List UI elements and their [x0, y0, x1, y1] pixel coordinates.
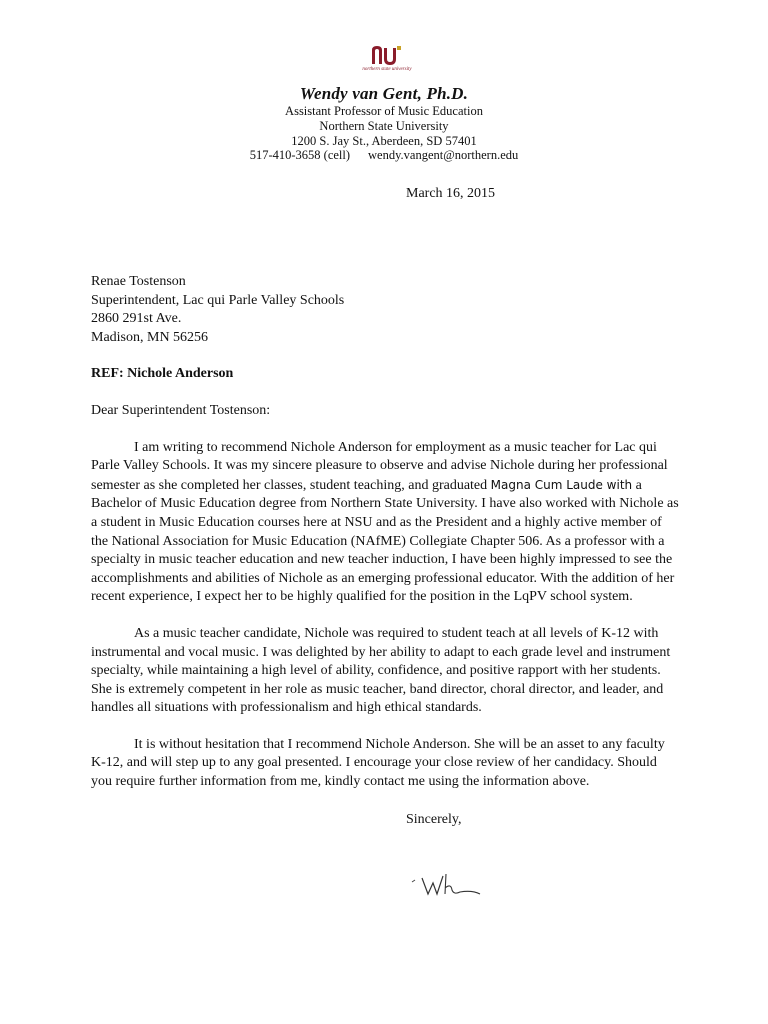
- paragraph-2: As a music teacher candidate, Nichole was required to student teach at all levels of K-12 with instrumental and vocal music. I was delighted by her ability to adapt to each grade level and instrument specialty, while maintaining a high level of ability, confidence, and positive rapport with her students. She is extremely competent in her role as music teacher, band director, choral director, and leader, and handles all situations with professionalism and high ethical standards.: [91, 625, 671, 716]
- author-contact: [0, 148, 768, 163]
- author-institution: Northern State University: [319, 118, 449, 133]
- letterhead: [0, 84, 768, 163]
- signature: [408, 868, 498, 904]
- author-title: Assistant Professor of Music Education: [285, 104, 483, 118]
- logo-caption: northern state university: [362, 67, 412, 72]
- university-logo: [346, 44, 428, 82]
- paragraph-1: [91, 439, 681, 607]
- author-phone: 517-410-3658 (cell): [249, 148, 351, 163]
- paragraph-1-start: I am writing to recommend Nichole Anderson for employment as a music teacher for Lac qui Parle Valley Schools. It was my sincere pleasure to observe and advise Nichole during her professional semester as she completed her classes, student teaching, and graduated: [91, 439, 668, 493]
- author-name: Wendy van Gent, Ph.D.: [299, 84, 469, 103]
- author-address: 1200 S. Jay St., Aberdeen, SD 57401: [291, 133, 477, 148]
- letter-date: March 16, 2015: [406, 186, 496, 201]
- closing: Sincerely,: [406, 812, 462, 827]
- recipient-city: Madison, MN 56256: [91, 329, 209, 345]
- recipient-address: [91, 273, 681, 347]
- recipient-street: 2860 291st Ave.: [91, 311, 182, 327]
- author-email: wendy.vangent@northern.edu: [368, 148, 519, 163]
- paragraph-3: It is without hesitation that I recommend Nichole Anderson. She will be an asset to any faculty K-12, and will step up to any goal presented. I encourage your close review of her candidacy. Should you require further information from me, kindly contact me using the information above.: [91, 736, 665, 790]
- recipient-name: Renae Tostenson: [91, 274, 186, 289]
- university-logo-mark: [370, 44, 404, 66]
- salutation: Dear Superintendent Tostenson:: [91, 402, 271, 418]
- letter-body: [91, 273, 681, 792]
- recipient-title: Superintendent, Lac qui Parle Valley Schools: [91, 292, 345, 308]
- paragraph-1-honor: Magna Cum Laude with: [490, 477, 633, 492]
- reference-line: REF: Nichole Anderson: [91, 366, 234, 382]
- paragraph-1-end: a Bachelor of Music Education degree from Northern State University. I have also worked with Nichole as a student in Music Education courses here at NSU and as the President and a highly active member of the National Association for Music Education (NAfME) Collegiate Chapter 506. As a professor with a specialty in music teacher education and new teacher induction, I have been highly impressed to see the accomplishments and abilities of Nichole as an emerging professional educator. With the addition of her recent experience, I expect her to be highly qualified for the position in the LqPV school system.: [91, 477, 679, 605]
